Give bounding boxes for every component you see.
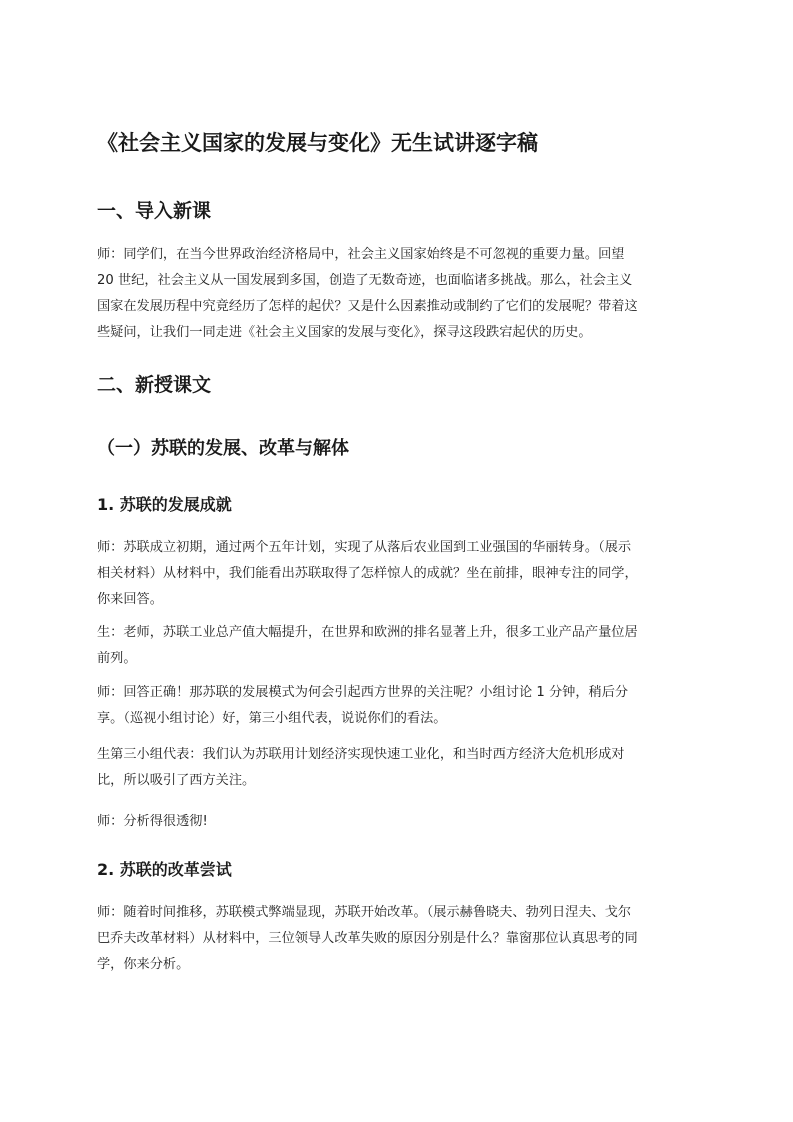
text-line: 巴乔夫改革材料）从材料中，三位领导人改革失败的原因分别是什么？靠窗那位认真思考的同 bbox=[97, 931, 638, 946]
text-line: 你来回答。 bbox=[97, 592, 163, 607]
text-line: 20 世纪，社会主义从一国发展到多国，创造了无数奇迹，也面临诸多挑战。那么，社会主义 bbox=[97, 273, 633, 288]
document-title: 《社会主义国家的发展与变化》无生试讲逐字稿 bbox=[97, 131, 538, 155]
text-line: 生第三小组代表：我们认为苏联用计划经济实现快速工业化，和当时西方经济大危机形成对 bbox=[97, 747, 625, 762]
text-line: 前列。 bbox=[97, 651, 137, 666]
text-line: 些疑问，让我们一同走进《社会主义国家的发展与变化》，探寻这段跌宕起伏的历史。 bbox=[97, 325, 592, 340]
text-line: 生：老师，苏联工业总产值大幅提升，在世界和欧洲的排名显著上升，很多工业产品产量位居 bbox=[97, 625, 638, 640]
text-line: 师：苏联成立初期，通过两个五年计划，实现了从落后农业国到工业强国的华丽转身。（展示 bbox=[97, 540, 632, 555]
text-line: 学，你来分析。 bbox=[97, 957, 190, 972]
subsection-heading-soviet: （一）苏联的发展、改革与解体 bbox=[97, 438, 349, 459]
text-line: 师：分析得很透彻! bbox=[97, 814, 208, 829]
teacher-paragraph-4 bbox=[97, 900, 703, 978]
text-line: 师：同学们，在当今世界政治经济格局中，社会主义国家始终是不可忽视的重要力量。回望 bbox=[97, 247, 625, 262]
teacher-paragraph-2 bbox=[97, 680, 703, 732]
text-line: 国家在发展历程中究竟经历了怎样的起伏？又是什么因素推动或制约了它们的发展呢？带着这 bbox=[97, 299, 638, 314]
text-line: 比，所以吸引了西方关注。 bbox=[97, 773, 256, 788]
section-heading-intro: 一、导入新课 bbox=[97, 200, 212, 222]
text-line: 相关材料）从材料中，我们能看出苏联取得了怎样惊人的成就？坐在前排，眼神专注的同学， bbox=[97, 566, 638, 581]
teacher-paragraph-1 bbox=[97, 535, 703, 613]
student-paragraph-1 bbox=[97, 620, 703, 672]
text-line: 享。（巡视小组讨论）好，第三小组代表，说说你们的看法。 bbox=[97, 711, 447, 726]
section-heading-new-lesson: 二、新授课文 bbox=[97, 374, 212, 396]
student-paragraph-2 bbox=[97, 742, 703, 794]
text-line: 师：回答正确！那苏联的发展模式为何会引起西方世界的关注呢？小组讨论 1 分钟，稍后分 bbox=[97, 685, 629, 700]
teacher-paragraph-3 bbox=[97, 809, 703, 835]
text-line: 师：随着时间推移，苏联模式弊端显现，苏联开始改革。（展示赫鲁晓夫、勃列日涅夫、戈尔 bbox=[97, 905, 632, 920]
part-heading-reform: 2. 苏联的改革尝试 bbox=[97, 860, 232, 879]
intro-paragraph bbox=[97, 242, 703, 346]
part-heading-achievements: 1. 苏联的发展成就 bbox=[97, 495, 232, 514]
